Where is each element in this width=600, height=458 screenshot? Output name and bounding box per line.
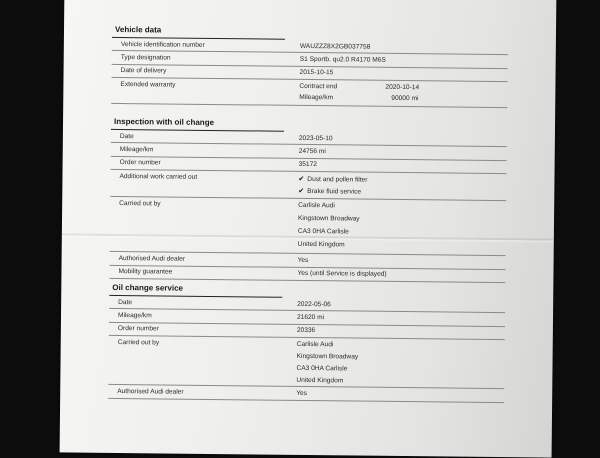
carried-label: Carried out by [119, 199, 161, 208]
table-row [110, 197, 507, 256]
section-title: Vehicle data [112, 24, 285, 40]
type-value: S1 Sportb. qu2.0 R4170 M6S [299, 55, 386, 64]
contract-label: Contract end [299, 82, 338, 90]
mileage-value: 24756 mi [298, 147, 326, 156]
type-label: Type designation [120, 53, 171, 62]
dealer-label: Authorised Audi dealer [117, 387, 184, 396]
mobility-value: Yes (until Service is displayed) [297, 269, 387, 278]
section-title: Inspection with oil change [111, 116, 284, 132]
section-title: Oil change service [109, 282, 282, 298]
address-line: Kingstown Broadway [298, 215, 360, 223]
date-label: Date [118, 298, 133, 306]
dealer-value: Yes [296, 389, 308, 397]
order-value: 20336 [296, 327, 316, 335]
dealer-value: Yes [297, 256, 309, 264]
table-row [108, 385, 504, 403]
service-record-paper [60, 0, 557, 458]
date-label: Date [119, 132, 134, 140]
table-row [109, 265, 505, 283]
vin-label: Vehicle identification number [120, 40, 205, 49]
warranty-mileage-label: Mileage/km [299, 94, 334, 102]
table-row [111, 78, 507, 108]
mileage-value: 21620 mi [296, 313, 325, 322]
address-line: CA3 0HA Carlisle [296, 365, 348, 373]
oil-change-section [108, 282, 505, 403]
dealer-label: Authorised Audi dealer [118, 254, 186, 263]
address-line: United Kingdom [297, 241, 345, 249]
date-value: 2023-05-10 [298, 134, 333, 142]
address-line: Carlisle Audi [296, 341, 334, 349]
warranty-mileage-value: 90000 mi [391, 95, 419, 103]
work-label: Additional work carried out [119, 172, 198, 181]
work-item: ✔ Brake fluid service [298, 188, 362, 196]
contract-value: 2020-10-14 [385, 83, 420, 91]
date-value: 2022-05-06 [297, 300, 331, 308]
address-line: Carlisle Audi [298, 202, 335, 210]
mobility-label: Mobility guarantee [118, 268, 173, 276]
delivery-label: Date of delivery [120, 67, 167, 75]
work-item: ✔ Dust and pollen filter [298, 175, 368, 184]
mileage-label: Mileage/km [117, 311, 152, 320]
table-row [108, 336, 504, 389]
inspection-section [109, 116, 507, 283]
vehicle-data-section [111, 24, 508, 108]
address-line: CA3 0HA Carlisle [297, 228, 349, 236]
check-icon: ✔ [298, 188, 305, 196]
vin-value: WAUZZZ8X2GB037758 [299, 42, 371, 51]
carried-label: Carried out by [117, 338, 160, 347]
check-icon: ✔ [298, 175, 305, 183]
address-line: United Kingdom [296, 377, 344, 385]
order-label: Order number [119, 159, 161, 167]
warranty-label: Extended warranty [120, 80, 176, 89]
order-label: Order number [117, 325, 159, 333]
table-row [110, 170, 506, 201]
delivery-value: 2015-10-15 [299, 69, 334, 77]
address-line: Kingstown Broadway [296, 353, 359, 361]
mileage-label: Mileage/km [119, 145, 154, 154]
order-value: 35172 [298, 161, 317, 169]
